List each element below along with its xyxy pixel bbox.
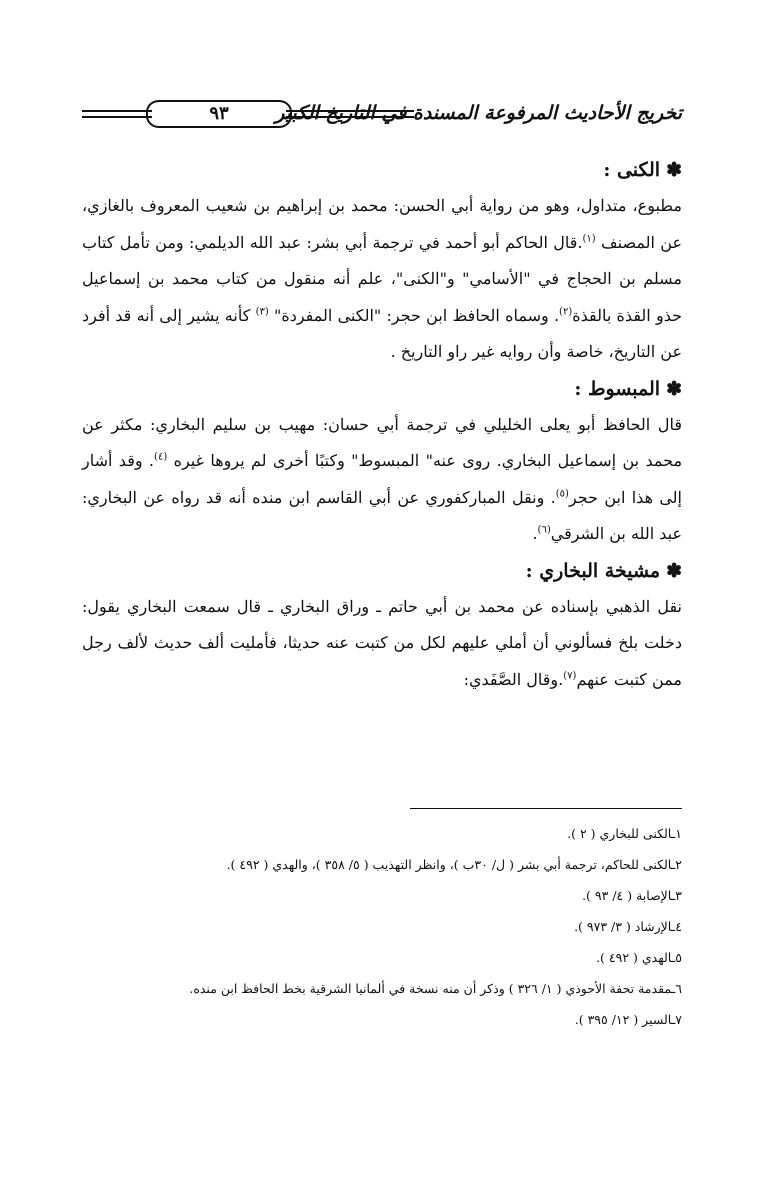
footnotes	[82, 818, 682, 1035]
footnote-marker: (٤)	[154, 451, 168, 463]
page-header	[82, 100, 682, 144]
section-heading-kuna: ✽الكنى :	[603, 159, 682, 181]
running-title: تخريج الأحاديث المرفوعة المسندة في التاريخ الكبير	[275, 102, 682, 124]
paragraph-text: مطبوع، متداول، وهو من رواية أبي الحسن: محمد بن إبراهيم بن شعيب المعروف بالغازي، عن المصنف	[82, 196, 682, 252]
footnote: ٦ـمقدمة تحفة الأحوذي ( ١/ ٣٢٦ ) وذكر أن منه نسخة في ألمانيا الشرقية بخط الحافظ ابن منده.	[189, 981, 682, 996]
section-paragraph	[82, 589, 682, 699]
footnote: ٤ـالإرشاد ( ٣/ ٩٧٣ ).	[574, 919, 682, 934]
section-paragraph	[82, 407, 682, 553]
header-rule	[82, 110, 152, 112]
asterisk-icon: ✽	[666, 159, 682, 181]
footnote-marker: (٢)	[559, 306, 573, 318]
footnote: ١ـالكنى للبخاري ( ٢ ).	[567, 826, 682, 841]
header-rule	[82, 116, 152, 118]
paragraph-text: . وقد أشار إلى هذا ابن حجر	[82, 451, 682, 507]
footnote-marker: (٦)	[537, 524, 551, 536]
section-heading-mashyakha: ✽مشيخة البخاري :	[525, 559, 682, 582]
footnote-marker: (١)	[582, 233, 596, 245]
paragraph-text: .	[532, 524, 538, 543]
asterisk-icon: ✽	[666, 377, 682, 400]
paragraph-text: قال الحافظ أبو يعلى الخليلي في ترجمة أبي حسان: مهيب بن سليم البخاري: مكثر عن محمد بن إسماعيل البخاري. روى عنه" المبسوط" وكتبًا أخرى لم يروها غيره	[82, 414, 683, 470]
paragraph-text: نقل الذهبي بإسناده عن محمد بن أبي حاتم ـ وراق البخاري ـ قال سمعت البخاري يقول: دخلت بلخ فسألوني أن أملي عليهم لكل من كتبت عنه حديثا، فأمليت ألف حديث لألف رجل ممن كتبت عنهم	[82, 596, 682, 689]
section-paragraph	[82, 188, 682, 371]
page-number: ٩٣	[146, 100, 292, 128]
footnote-marker: (٧)	[563, 670, 577, 682]
footnote-marker: (٥)	[555, 488, 569, 500]
footnote: ٧ـالسير ( ١٢/ ٣٩٥ ).	[574, 1012, 682, 1027]
footnote: ٢ـالكنى للحاكم، ترجمة أبي بشر ( ل/ ٣٠ب )، وانظر التهذيب ( ٥/ ٣٥٨ )، والهدي ( ٤٩٢ ).	[226, 857, 682, 872]
paragraph-text: . ونقل المباركفوري عن أبي القاسم ابن منده أنه قد رواه عن البخاري: عبد الله بن الشرقي	[82, 487, 682, 543]
paragraph-text: كأنه يشير إلى أنه قد أفرد عن التاريخ، خاصة وأن روايه غير راو التاريخ .	[82, 305, 682, 361]
section-heading-mabsut: ✽المبسوط :	[574, 377, 682, 400]
paragraph-text: .قال الحاكم أبو أحمد في ترجمة أبي بشر: عبد الله الديلمي: ومن تأمل كتاب مسلم بن الحجاج في "الأسامي" و"الكنى"، علم أنه منقول من كتاب محمد بن إسماعيل حذو القذة بالقذة	[82, 232, 682, 325]
footnote-marker: (٣)	[255, 306, 269, 318]
asterisk-icon: ✽	[666, 559, 682, 582]
paragraph-text: .وقال الصَّفَدي:	[463, 669, 564, 689]
paragraph-text: . وسماه الحافظ ابن حجر: "الكنى المفردة"	[268, 305, 560, 325]
footnote-divider	[410, 808, 682, 809]
footnote: ٣ـالإصابة ( ٤/ ٩٣ ).	[582, 888, 682, 903]
footnote: ٥ـالهدي ( ٤٩٢ ).	[596, 950, 682, 965]
main-text	[82, 152, 682, 698]
